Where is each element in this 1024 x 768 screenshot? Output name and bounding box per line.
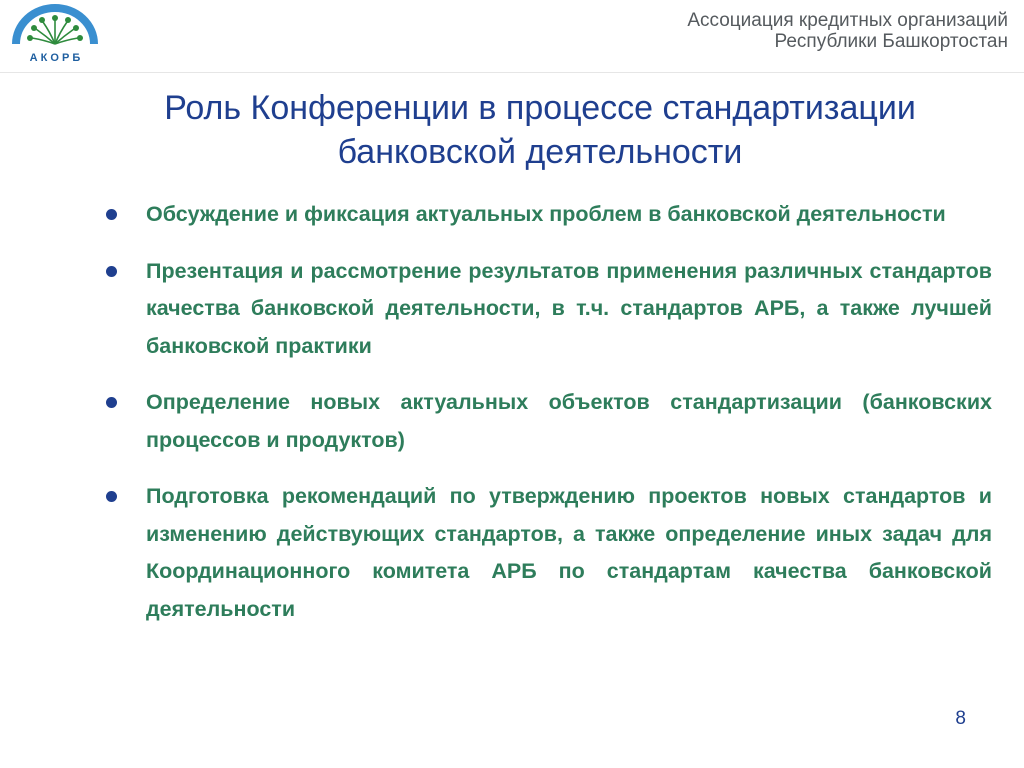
bullet-dot-icon <box>106 209 117 220</box>
title-line-1: Роль Конференции в процессе стандартизации <box>164 89 916 127</box>
bullet-text: Определение новых актуальных объектов стандартизации (банковских процессов и продуктов) <box>146 390 992 452</box>
header-divider <box>0 72 1024 73</box>
bullet-item <box>106 253 992 366</box>
org-name-line-2: Республики Башкортостан <box>774 31 1008 52</box>
bullet-dot-icon <box>106 491 117 502</box>
bullet-list <box>106 196 992 647</box>
title-line-2: банковской деятельности <box>337 133 743 171</box>
bullet-item <box>106 384 992 459</box>
page-number: 8 <box>955 708 966 729</box>
slide-title <box>80 86 1000 174</box>
bullet-item <box>106 478 992 628</box>
logo-text: А К О Р Б <box>29 52 81 64</box>
akorb-emblem-icon <box>10 4 100 66</box>
bullet-text: Подготовка рекомендаций по утверждению проектов новых стандартов и изменению действующих стандартов, а также определение иных задач для Координационного комитета АРБ по стандартам качества банковской деятельности <box>146 484 992 621</box>
akorb-logo <box>10 4 100 66</box>
header <box>0 0 1024 72</box>
bullet-item <box>106 196 992 234</box>
bullet-text: Презентация и рассмотрение результатов применения различных стандартов качества банковской деятельности, в т.ч. стандартов АРБ, а также лучшей банковской практики <box>146 258 992 358</box>
bullet-dot-icon <box>106 266 117 277</box>
organization-name <box>588 10 1008 52</box>
bullet-text: Обсуждение и фиксация актуальных проблем в банковской деятельности <box>146 202 946 226</box>
bullet-dot-icon <box>106 397 117 408</box>
org-name-line-1: Ассоциация кредитных организаций <box>687 10 1008 31</box>
